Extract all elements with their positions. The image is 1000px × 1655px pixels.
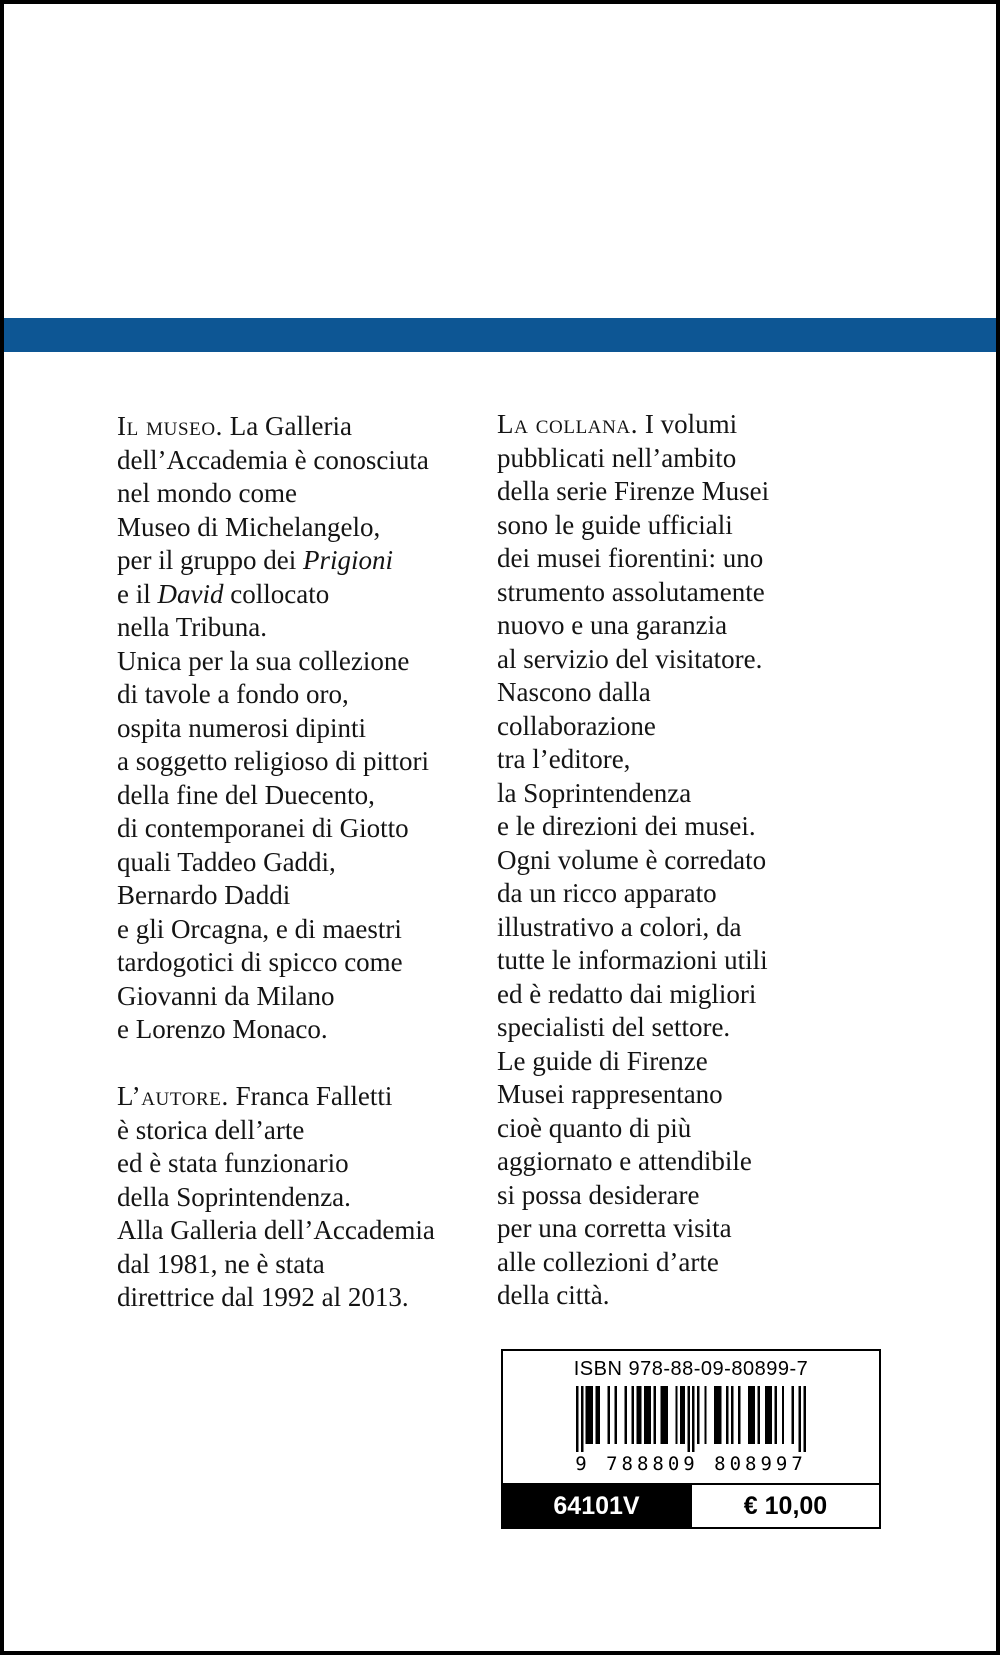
text-segment: Musei rappresentano [497,1079,723,1109]
text-line [497,1212,877,1246]
text-segment: Nascono dalla [497,677,651,707]
isbn-label: ISBN 978-88-09-80899-7 [573,1358,809,1380]
text-line [117,477,489,511]
text-segment: illustrativo a colori, da [497,911,742,942]
text-line [497,609,877,643]
text-segment: della Soprintendenza. [117,1181,351,1212]
code-price-row [501,1483,881,1529]
text-line [497,1112,877,1146]
text-segment: La collana. [497,409,639,439]
text-line [497,1279,877,1313]
text-line [497,944,877,978]
text-segment: della serie Firenze Musei [497,476,770,506]
text-segment: Bernardo Daddi [117,880,291,910]
text-segment: Museo di Michelangelo, [117,511,381,542]
isbn-barcode-box [501,1349,881,1485]
text-line [497,877,877,911]
collana-paragraph [497,408,877,1313]
text-segment: Prigioni [302,545,393,575]
text-segment: dei musei fiorentini: uno [497,543,764,573]
text-segment: la Soprintendenza [497,777,692,808]
text-segment: al servizio del visitatore. [497,643,763,674]
text-segment: sono le guide ufficiali [497,509,733,540]
text-line [497,509,877,543]
text-segment: David [157,578,224,609]
text-segment: ed è stata funzionario [117,1148,349,1178]
barcode-digits: 9 788809 808997 [575,1453,807,1475]
text-line [117,745,489,779]
text-line [117,611,489,645]
text-segment: direttrice dal 1992 al 2013. [117,1282,409,1312]
text-line [497,408,877,442]
text-line [497,1179,877,1213]
text-line [497,442,877,476]
text-segment: di tavole a fondo oro, [117,679,349,709]
text-line [117,578,489,612]
text-line [497,542,877,576]
text-segment: nel mondo come [117,478,297,508]
left-text-column [117,410,489,1315]
text-segment: strumento assolutamente [497,576,765,607]
right-text-column [497,408,877,1313]
text-line [497,676,877,710]
text-segment: Giovanni da Milano [117,980,335,1011]
text-line [117,678,489,712]
text-segment: L’autore. [117,1081,229,1111]
text-line [117,1147,489,1181]
text-segment: Il museo. [117,411,224,441]
text-segment: dell’Accademia è conosciuta [117,444,429,475]
price-cell: € 10,00 [690,1483,881,1529]
text-segment: Unica per la sua collezione [117,645,410,676]
text-segment: si possa desiderare [497,1179,700,1210]
text-segment: alle collezioni d’arte [497,1246,719,1277]
text-segment: nella Tribuna. [117,612,268,642]
text-segment: ed è redatto dai migliori [497,978,757,1009]
text-line [117,1281,489,1315]
text-segment: e le direzioni dei musei. [497,811,756,841]
text-line [497,1045,877,1079]
text-segment: per il gruppo dei [117,545,303,575]
text-segment: collocato [223,578,330,609]
text-segment: tutte le informazioni utili [497,945,768,975]
text-line [117,846,489,880]
ean-barcode [576,1386,806,1452]
text-line [117,913,489,947]
text-segment: della fine del Duecento, [117,779,375,810]
text-line [497,1145,877,1179]
text-segment: Le guide di Firenze [497,1045,708,1076]
text-segment: specialisti del settore. [497,1012,731,1042]
text-line [117,544,489,578]
text-segment: cioè quanto di più [497,1112,692,1143]
text-segment: nuovo e una garanzia [497,610,728,640]
text-line [497,643,877,677]
text-line [117,511,489,545]
text-segment: tra l’editore, [497,744,631,774]
text-line [117,1181,489,1215]
text-segment: ospita numerosi dipinti [117,712,366,743]
text-line [117,946,489,980]
text-line [497,576,877,610]
text-line [497,911,877,945]
text-line [117,779,489,813]
text-line [117,1214,489,1248]
text-line [497,1078,877,1112]
text-segment: e Lorenzo Monaco. [117,1014,328,1044]
text-line [117,1114,489,1148]
text-line [497,710,877,744]
text-line [497,1246,877,1280]
text-line [117,1248,489,1282]
text-line [497,743,877,777]
text-segment: di contemporanei di Giotto [117,813,409,843]
text-segment: pubblicati nell’ambito [497,442,737,473]
text-segment: Ogni volume è corredato [497,844,767,875]
text-segment: Franca Falletti [228,1081,393,1111]
museo-paragraph [117,410,489,1047]
text-segment: è storica dell’arte [117,1114,305,1145]
text-line [117,712,489,746]
text-segment: da un ricco apparato [497,878,717,908]
text-line [497,475,877,509]
text-segment: a soggetto religioso di pittori [117,746,429,776]
text-segment: tardogotici di spicco come [117,947,403,977]
text-segment: e gli Orcagna, e di maestri [117,913,402,944]
text-line [117,812,489,846]
text-segment: aggiornato e attendibile [497,1146,752,1176]
accent-stripe [4,318,996,352]
text-line [117,879,489,913]
autore-paragraph [117,1080,489,1315]
text-line [497,810,877,844]
text-segment: e il [117,578,158,609]
text-line [117,444,489,478]
text-segment: della città. [497,1280,610,1310]
text-line [117,1080,489,1114]
text-segment: La Galleria [223,411,352,441]
text-segment: dal 1981, ne è stata [117,1248,325,1279]
text-segment: collaborazione [497,710,656,741]
text-segment: quali Taddeo Gaddi, [117,846,336,877]
text-segment: Alla Galleria dell’Accademia [117,1215,435,1245]
text-segment: per una corretta visita [497,1213,732,1243]
text-line [117,410,489,444]
text-line [497,978,877,1012]
text-segment: I volumi [638,409,738,439]
text-line [117,645,489,679]
text-line [497,1011,877,1045]
text-line [117,980,489,1014]
text-line [497,844,877,878]
product-code-cell: 64101V [501,1483,692,1529]
text-line [497,777,877,811]
text-line [117,1013,489,1047]
